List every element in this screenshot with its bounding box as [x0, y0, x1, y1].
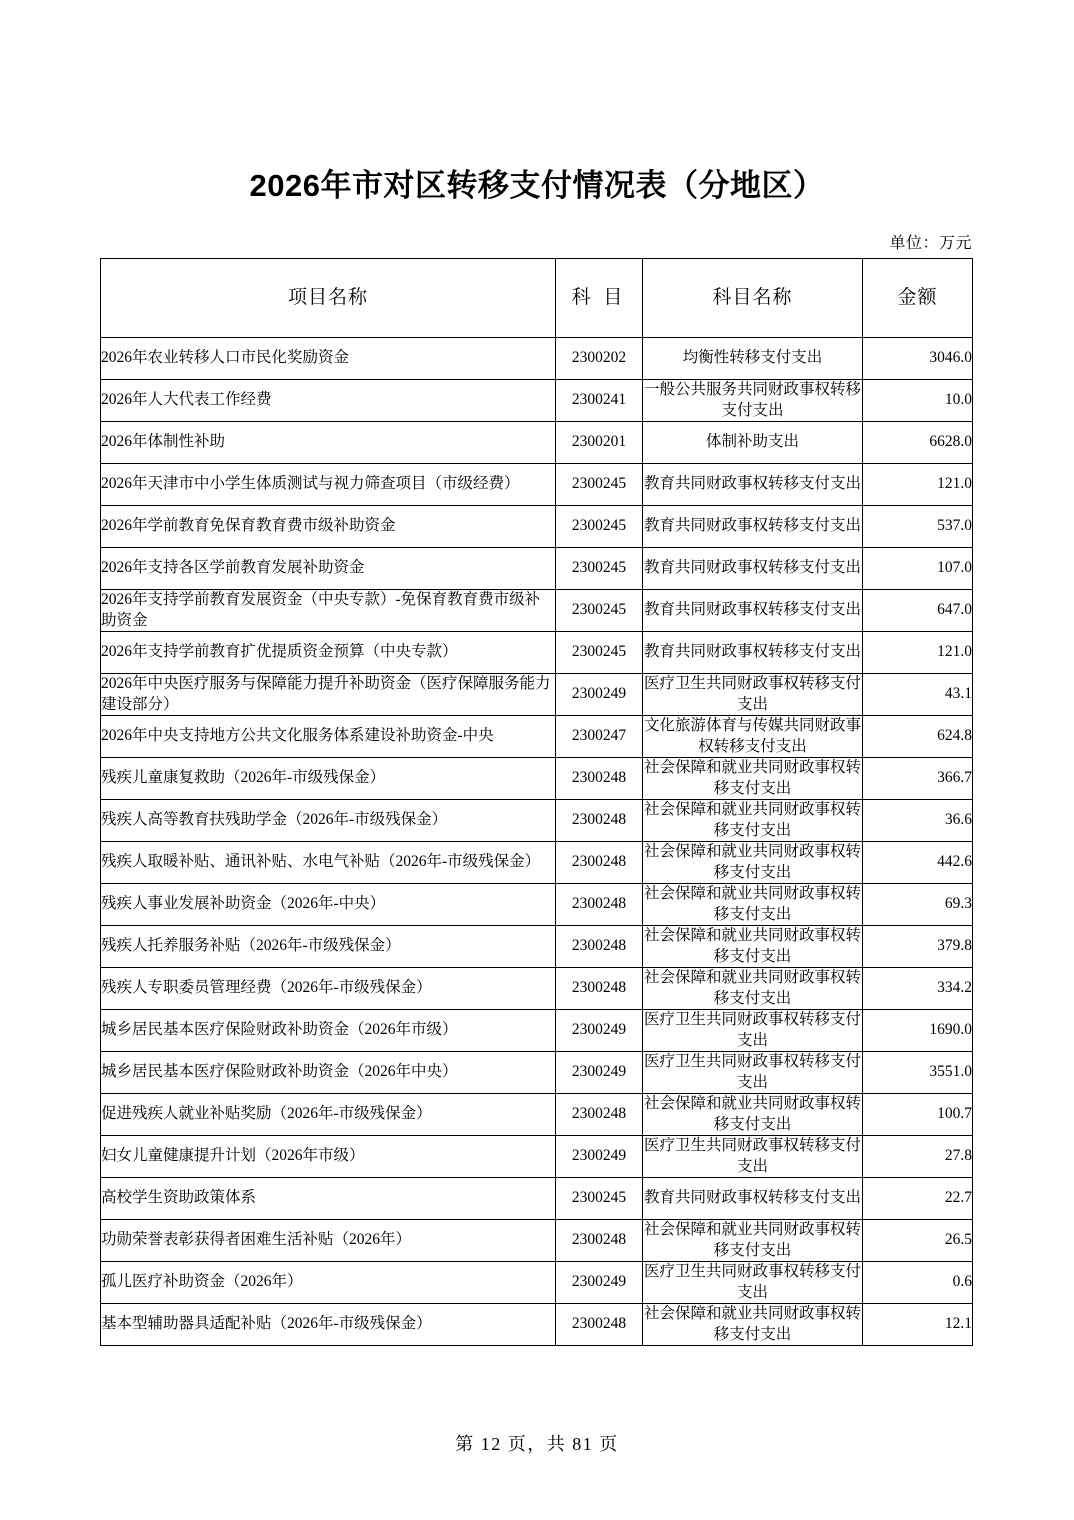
cell-amount: 624.8: [863, 716, 973, 758]
cell-amount: 27.8: [863, 1136, 973, 1178]
cell-subject-name: 社会保障和就业共同财政事权转移支付支出: [643, 968, 863, 1010]
cell-project-name: 基本型辅助器具适配补贴（2026年-市级残保金）: [101, 1304, 556, 1346]
cell-subject-name: 社会保障和就业共同财政事权转移支付支出: [643, 758, 863, 800]
cell-code: 2300245: [556, 1178, 643, 1220]
cell-subject-name: 社会保障和就业共同财政事权转移支付支出: [643, 1304, 863, 1346]
cell-code: 2300248: [556, 800, 643, 842]
cell-project-name: 功勋荣誉表彰获得者困难生活补贴（2026年）: [101, 1220, 556, 1262]
table-row: [101, 1136, 973, 1178]
cell-code: 2300202: [556, 338, 643, 380]
column-header-code: 科 目: [556, 259, 643, 338]
table-row: [101, 380, 973, 422]
cell-subject-name: 社会保障和就业共同财政事权转移支付支出: [643, 800, 863, 842]
transfer-payment-table: [100, 258, 973, 1346]
cell-project-name: 2026年农业转移人口市民化奖励资金: [101, 338, 556, 380]
cell-subject-name: 社会保障和就业共同财政事权转移支付支出: [643, 1094, 863, 1136]
cell-amount: 36.6: [863, 800, 973, 842]
cell-subject-name: 教育共同财政事权转移支付支出: [643, 590, 863, 632]
table-row: [101, 464, 973, 506]
cell-code: 2300248: [556, 1220, 643, 1262]
cell-project-name: 残疾人高等教育扶残助学金（2026年-市级残保金）: [101, 800, 556, 842]
table-row: [101, 1178, 973, 1220]
column-header-subject-name: 科目名称: [643, 259, 863, 338]
cell-code: 2300249: [556, 1262, 643, 1304]
cell-subject-name: 医疗卫生共同财政事权转移支付支出: [643, 1262, 863, 1304]
cell-project-name: 孤儿医疗补助资金（2026年）: [101, 1262, 556, 1304]
unit-note: 单位：万元: [889, 235, 972, 252]
cell-amount: 6628.0: [863, 422, 973, 464]
cell-subject-name: 教育共同财政事权转移支付支出: [643, 632, 863, 674]
cell-amount: 537.0: [863, 506, 973, 548]
table-row: [101, 716, 973, 758]
cell-subject-name: 社会保障和就业共同财政事权转移支付支出: [643, 1220, 863, 1262]
cell-project-name: 残疾人专职委员管理经费（2026年-市级残保金）: [101, 968, 556, 1010]
column-header-project-name: 项目名称: [101, 259, 556, 338]
cell-subject-name: 社会保障和就业共同财政事权转移支付支出: [643, 926, 863, 968]
table-row: [101, 842, 973, 884]
table-row: [101, 1304, 973, 1346]
cell-subject-name: 医疗卫生共同财政事权转移支付支出: [643, 1052, 863, 1094]
cell-subject-name: 均衡性转移支付支出: [643, 338, 863, 380]
cell-amount: 12.1: [863, 1304, 973, 1346]
cell-project-name: 高校学生资助政策体系: [101, 1178, 556, 1220]
cell-subject-name: 文化旅游体育与传媒共同财政事权转移支付支出: [643, 716, 863, 758]
cell-code: 2300249: [556, 1010, 643, 1052]
table-row: [101, 338, 973, 380]
cell-code: 2300245: [556, 632, 643, 674]
page-footer: 第 12 页，共 81 页: [455, 1434, 619, 1454]
cell-subject-name: 医疗卫生共同财政事权转移支付支出: [643, 1136, 863, 1178]
cell-amount: 647.0: [863, 590, 973, 632]
cell-code: 2300245: [556, 548, 643, 590]
table-header: [101, 259, 973, 338]
table-row: [101, 926, 973, 968]
cell-project-name: 2026年人大代表工作经费: [101, 380, 556, 422]
cell-amount: 69.3: [863, 884, 973, 926]
table-row: [101, 884, 973, 926]
cell-code: 2300249: [556, 674, 643, 716]
cell-amount: 3551.0: [863, 1052, 973, 1094]
page-title: 2026年市对区转移支付情况表（分地区）: [249, 167, 825, 203]
cell-project-name: 2026年支持各区学前教育发展补助资金: [101, 548, 556, 590]
cell-amount: 10.0: [863, 380, 973, 422]
cell-subject-name: 社会保障和就业共同财政事权转移支付支出: [643, 884, 863, 926]
cell-subject-name: 体制补助支出: [643, 422, 863, 464]
cell-amount: 22.7: [863, 1178, 973, 1220]
table-row: [101, 1052, 973, 1094]
column-header-amount: 金额: [863, 259, 973, 338]
cell-code: 2300245: [556, 464, 643, 506]
table-body: [101, 338, 973, 1346]
cell-code: 2300249: [556, 1052, 643, 1094]
table-row: [101, 1262, 973, 1304]
cell-code: 2300201: [556, 422, 643, 464]
cell-code: 2300241: [556, 380, 643, 422]
cell-amount: 43.1: [863, 674, 973, 716]
cell-code: 2300248: [556, 884, 643, 926]
cell-subject-name: 社会保障和就业共同财政事权转移支付支出: [643, 842, 863, 884]
cell-amount: 379.8: [863, 926, 973, 968]
cell-code: 2300248: [556, 926, 643, 968]
table-row: [101, 674, 973, 716]
cell-amount: 3046.0: [863, 338, 973, 380]
cell-project-name: 妇女儿童健康提升计划（2026年市级）: [101, 1136, 556, 1178]
cell-project-name: 2026年中央支持地方公共文化服务体系建设补助资金-中央: [101, 716, 556, 758]
cell-amount: 334.2: [863, 968, 973, 1010]
cell-amount: 1690.0: [863, 1010, 973, 1052]
cell-amount: 0.6: [863, 1262, 973, 1304]
table-row: [101, 968, 973, 1010]
table-row: [101, 548, 973, 590]
table-row: [101, 632, 973, 674]
cell-project-name: 促进残疾人就业补贴奖励（2026年-市级残保金）: [101, 1094, 556, 1136]
cell-subject-name: 教育共同财政事权转移支付支出: [643, 548, 863, 590]
table-row: [101, 758, 973, 800]
transfer-payment-table-container: [100, 258, 972, 1346]
table-header-row: [101, 259, 973, 338]
cell-subject-name: 医疗卫生共同财政事权转移支付支出: [643, 1010, 863, 1052]
cell-project-name: 残疾儿童康复救助（2026年-市级残保金）: [101, 758, 556, 800]
table-row: [101, 422, 973, 464]
cell-subject-name: 教育共同财政事权转移支付支出: [643, 506, 863, 548]
cell-code: 2300248: [556, 1304, 643, 1346]
cell-amount: 26.5: [863, 1220, 973, 1262]
cell-code: 2300245: [556, 590, 643, 632]
cell-project-name: 残疾人取暖补贴、通讯补贴、水电气补贴（2026年-市级残保金）: [101, 842, 556, 884]
cell-code: 2300248: [556, 1094, 643, 1136]
cell-code: 2300248: [556, 968, 643, 1010]
cell-project-name: 残疾人事业发展补助资金（2026年-中央）: [101, 884, 556, 926]
cell-project-name: 2026年天津市中小学生体质测试与视力筛查项目（市级经费）: [101, 464, 556, 506]
cell-project-name: 城乡居民基本医疗保险财政补助资金（2026年市级）: [101, 1010, 556, 1052]
cell-code: 2300247: [556, 716, 643, 758]
table-row: [101, 1010, 973, 1052]
table-row: [101, 1094, 973, 1136]
table-row: [101, 506, 973, 548]
cell-subject-name: 医疗卫生共同财政事权转移支付支出: [643, 674, 863, 716]
table-row: [101, 1220, 973, 1262]
cell-amount: 107.0: [863, 548, 973, 590]
cell-amount: 366.7: [863, 758, 973, 800]
cell-amount: 100.7: [863, 1094, 973, 1136]
cell-project-name: 残疾人托养服务补贴（2026年-市级残保金）: [101, 926, 556, 968]
cell-subject-name: 教育共同财政事权转移支付支出: [643, 464, 863, 506]
cell-amount: 121.0: [863, 632, 973, 674]
cell-subject-name: 教育共同财政事权转移支付支出: [643, 1178, 863, 1220]
cell-project-name: 城乡居民基本医疗保险财政补助资金（2026年中央）: [101, 1052, 556, 1094]
cell-project-name: 2026年体制性补助: [101, 422, 556, 464]
cell-code: 2300249: [556, 1136, 643, 1178]
cell-code: 2300248: [556, 842, 643, 884]
cell-project-name: 2026年中央医疗服务与保障能力提升补助资金（医疗保障服务能力建设部分）: [101, 674, 556, 716]
cell-code: 2300245: [556, 506, 643, 548]
cell-amount: 121.0: [863, 464, 973, 506]
cell-amount: 442.6: [863, 842, 973, 884]
cell-code: 2300248: [556, 758, 643, 800]
table-row: [101, 800, 973, 842]
table-row: [101, 590, 973, 632]
cell-subject-name: 一般公共服务共同财政事权转移支付支出: [643, 380, 863, 422]
cell-project-name: 2026年支持学前教育发展资金（中央专款）-免保育教育费市级补助资金: [101, 590, 556, 632]
cell-project-name: 2026年支持学前教育扩优提质资金预算（中央专款）: [101, 632, 556, 674]
cell-project-name: 2026年学前教育免保育教育费市级补助资金: [101, 506, 556, 548]
